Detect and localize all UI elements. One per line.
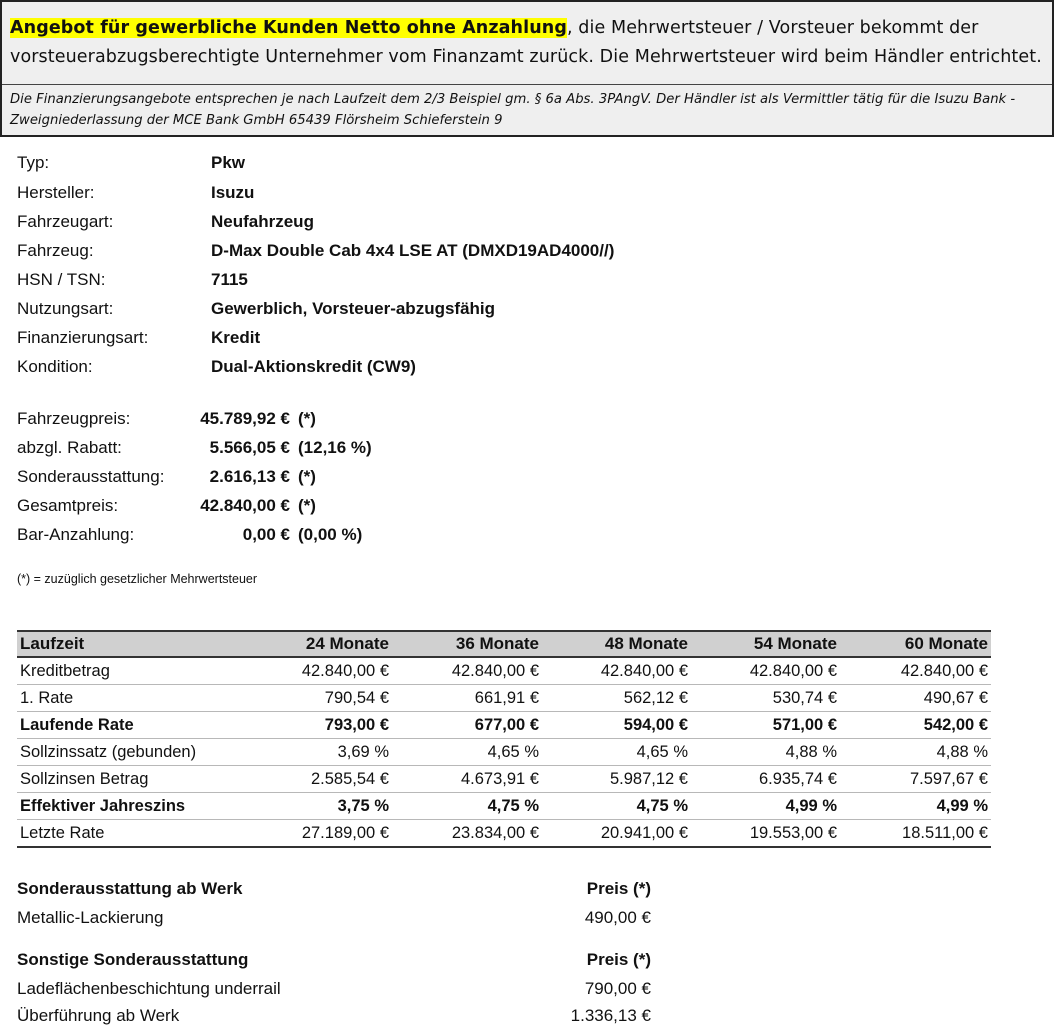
price-label: Bar-Anzahlung: [17, 525, 135, 544]
vehicle-value: Dual-Aktionskredit (CW9) [211, 357, 416, 376]
table-cell: 23.834,00 € [392, 820, 542, 848]
vat-footnote: (*) = zuzüglich gesetzlicher Mehrwertsteuer [17, 572, 258, 586]
equipment-item: Ladeflächenbeschichtung underrail [17, 979, 281, 998]
price-label: Sonderausstattung: [17, 467, 165, 486]
table-row [17, 739, 991, 766]
table-cell: 790,54 € [237, 685, 392, 712]
table-cell: 562,12 € [542, 685, 691, 712]
price-value: 42.840,00 € [200, 496, 290, 515]
table-row [17, 793, 991, 820]
vehicle-value: D-Max Double Cab 4x4 LSE AT (DMXD19AD4000//) [211, 241, 615, 260]
table-cell: 4,88 % [691, 739, 840, 766]
vehicle-value: Kredit [211, 328, 261, 347]
table-cell: 3,69 % [237, 739, 392, 766]
price-label: abzgl. Rabatt: [17, 438, 122, 457]
vehicle-label: Fahrzeug: [17, 241, 94, 260]
table-cell: 677,00 € [392, 712, 542, 739]
price-note: (*) [298, 409, 316, 428]
table-cell: 20.941,00 € [542, 820, 691, 848]
notice-highlight: Angebot für gewerbliche Kunden Netto ohne Anzahlung [10, 18, 567, 38]
row-label: 1. Rate [17, 685, 237, 712]
vehicle-value: Isuzu [211, 183, 255, 202]
vehicle-label: Kondition: [17, 357, 93, 376]
table-cell: 4,75 % [542, 793, 691, 820]
equipment-price: 1.336,13 € [570, 1006, 651, 1025]
financing-table [17, 630, 991, 848]
table-cell: 530,74 € [691, 685, 840, 712]
table-row [17, 766, 991, 793]
table-cell: 18.511,00 € [840, 820, 991, 848]
vehicle-label: Typ: [17, 153, 50, 172]
notice-text [10, 14, 1052, 72]
equipment-item: Metallic-Lackierung [17, 908, 164, 927]
vehicle-label: Hersteller: [17, 183, 95, 202]
column-header: 60 Monate [840, 631, 991, 657]
price-note: (*) [298, 467, 316, 486]
vehicle-value: Gewerblich, Vorsteuer-abzugsfähig [211, 299, 496, 318]
table-cell: 661,91 € [392, 685, 542, 712]
vehicle-value: Pkw [211, 153, 246, 172]
table-row [17, 685, 991, 712]
table-cell: 4,75 % [392, 793, 542, 820]
price-header: Preis (*) [586, 879, 651, 898]
price-label: Fahrzeugpreis: [17, 409, 131, 428]
table-cell: 4,88 % [840, 739, 991, 766]
table-header-row [17, 631, 991, 657]
column-header: 54 Monate [691, 631, 840, 657]
table-cell: 42.840,00 € [392, 657, 542, 685]
row-label: Laufende Rate [17, 712, 237, 739]
row-label: Sollzinssatz (gebunden) [17, 739, 237, 766]
table-cell: 4,99 % [691, 793, 840, 820]
table-cell: 42.840,00 € [237, 657, 392, 685]
vehicle-value: Neufahrzeug [211, 212, 314, 231]
table-cell: 42.840,00 € [840, 657, 991, 685]
table-cell: 571,00 € [691, 712, 840, 739]
table-row [17, 820, 991, 848]
column-header: 24 Monate [237, 631, 392, 657]
row-label: Letzte Rate [17, 820, 237, 848]
equipment-price: 490,00 € [584, 908, 651, 927]
notice-divider [2, 84, 1052, 85]
vehicle-label: Nutzungsart: [17, 299, 114, 318]
table-cell: 7.597,67 € [840, 766, 991, 793]
table-cell: 4.673,91 € [392, 766, 542, 793]
price-value: 5.566,05 € [209, 438, 290, 457]
column-header: Laufzeit [17, 631, 237, 657]
price-note: (0,00 %) [298, 525, 363, 544]
table-cell: 6.935,74 € [691, 766, 840, 793]
table-cell: 4,65 % [392, 739, 542, 766]
table-cell: 2.585,54 € [237, 766, 392, 793]
row-label: Kreditbetrag [17, 657, 237, 685]
vehicle-label: Finanzierungsart: [17, 328, 149, 347]
price-label: Gesamtpreis: [17, 496, 119, 515]
equipment-item: Überführung ab Werk [17, 1006, 180, 1025]
row-label: Effektiver Jahreszins [17, 793, 237, 820]
table-cell: 19.553,00 € [691, 820, 840, 848]
table-cell: 4,99 % [840, 793, 991, 820]
equipment-price: 790,00 € [584, 979, 651, 998]
table-cell: 793,00 € [237, 712, 392, 739]
table-row [17, 712, 991, 739]
column-header: 36 Monate [392, 631, 542, 657]
price-note: (12,16 %) [298, 438, 372, 457]
column-header: 48 Monate [542, 631, 691, 657]
price-header: Preis (*) [586, 950, 651, 969]
vehicle-value: 7115 [211, 270, 248, 289]
table-row [17, 657, 991, 685]
table-cell: 4,65 % [542, 739, 691, 766]
notice-legal-text: Die Finanzierungsangebote entsprechen je nach Laufzeit dem 2/3 Beispiel gm. § 6a Abs. 3PAngV. Der Händler ist als Vermittler tätig für die Isuzu Bank - Zweigniederlassung der MCE Bank GmbH 65439 Flörsheim Schieferstein 9 [10, 92, 1016, 128]
financing-notice-box [0, 0, 1054, 137]
table-cell: 594,00 € [542, 712, 691, 739]
table-cell: 5.987,12 € [542, 766, 691, 793]
table-cell: 42.840,00 € [691, 657, 840, 685]
table-cell: 3,75 % [237, 793, 392, 820]
price-value: 2.616,13 € [209, 467, 290, 486]
price-note: (*) [298, 496, 316, 515]
table-cell: 490,67 € [840, 685, 991, 712]
row-label: Sollzinsen Betrag [17, 766, 237, 793]
section-title: Sonstige Sonderausstattung [17, 950, 249, 969]
price-value: 0,00 € [242, 525, 290, 544]
section-title: Sonderausstattung ab Werk [17, 879, 243, 898]
vehicle-label: HSN / TSN: [17, 270, 106, 289]
table-cell: 27.189,00 € [237, 820, 392, 848]
notice-body: , die Mehrwertsteuer / Vorsteuer bekommt der vorsteuerabzugsberechtigte Unternehmer vom Finanzamt zurück. Die Mehrwertsteuer wird beim Händler entrichtet. [10, 18, 1042, 67]
table-cell: 542,00 € [840, 712, 991, 739]
price-value: 45.789,92 € [200, 409, 290, 428]
vehicle-label: Fahrzeugart: [17, 212, 114, 231]
table-cell: 42.840,00 € [542, 657, 691, 685]
